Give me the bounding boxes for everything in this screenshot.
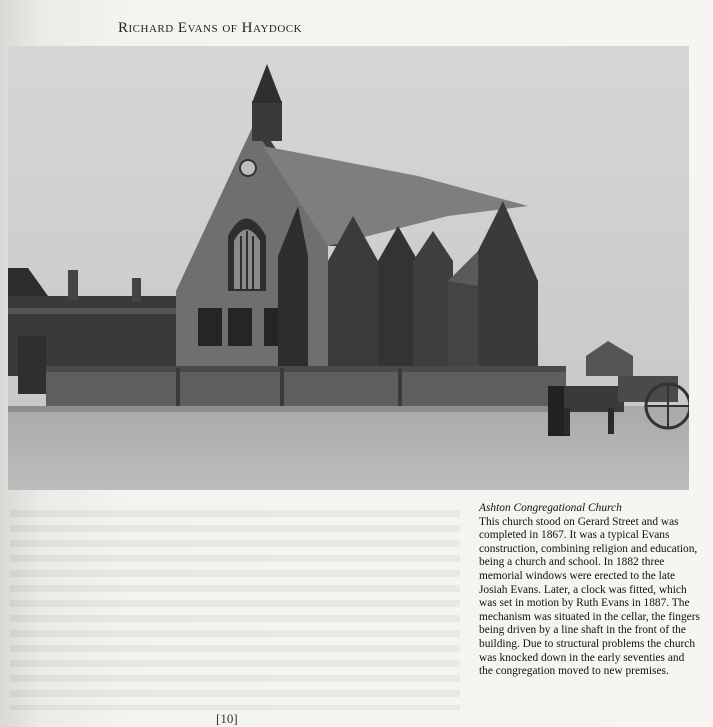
page-number: [10] (216, 711, 238, 726)
church-photograph (8, 46, 689, 490)
church-photograph-svg (8, 46, 689, 490)
bleed-through-text (10, 510, 460, 710)
caption-body: This church stood on Gerard Street and was completed in 1867. It was a typical Evans construction, combining religion and education, being a church and school. In 1882 three memorial windows were erected to the late Josiah Evans. Later, a clock was fitted, which was set in motion by Ruth Evans in 1887. The mechanism was situated in the cellar, the fingers being driven by a line shaft in the front of the building. Due to structural problems the church was knocked down in the early seventies and the congregation moved to new premises. (479, 515, 700, 678)
caption-title: Ashton Congregational Church (479, 502, 622, 514)
running-header: Richard Evans of Haydock (118, 20, 303, 36)
photo-caption (479, 502, 701, 679)
